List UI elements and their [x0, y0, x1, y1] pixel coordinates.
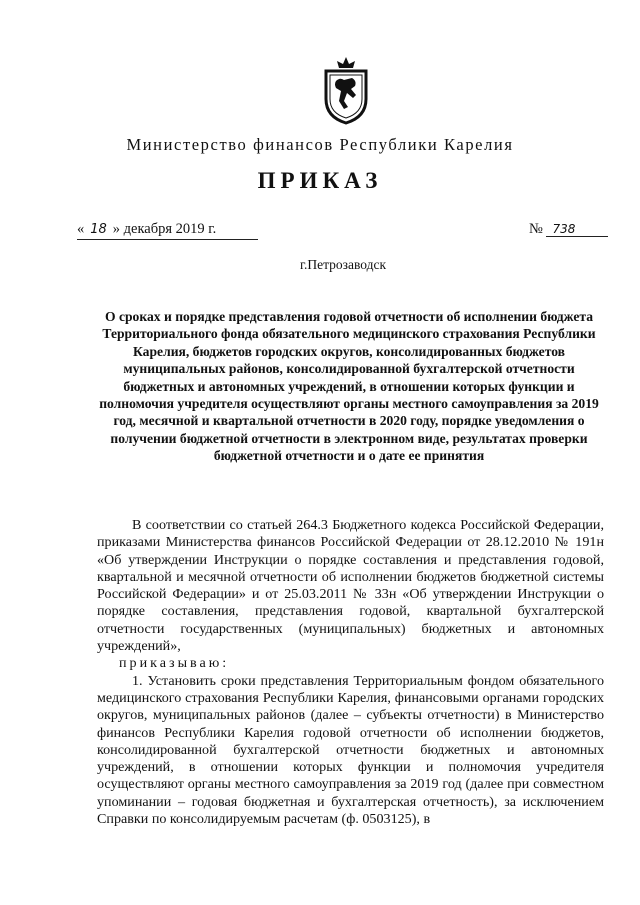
coat-of-arms-karelia: [322, 55, 370, 125]
date-month-year: » декабря 2019 г.: [112, 221, 217, 237]
preamble-paragraph: В соответствии со статьей 264.3 Бюджетного кодекса Российской Федерации, приказами Министерства финансов Российской Федерации от 28.12.2010 № 191н «Об утверждении Инструкции о порядке составления и представления годовой, квартальной и месячной отчетности об исполнении бюджетов бюджетной системы Российской Федерации» и от 25.03.2011 № 33н «Об утверждении Инструкции о порядке составления, представления годовой, квартальной бухгалтерской отчетности государственных (муниципальных) бюджетных и автономных учреждений»,: [97, 517, 604, 655]
order-heading: О сроках и порядке представления годовой отчетности об исполнении бюджета Территориального фонда обязательного медицинского страхования Республики Карелия, бюджетов городских округов, консолидированных бюджетов муниципальных районов, консолидированной бухгалтерской отчетности бюджетных и автономных учреждений, в отношении которых функции и полномочия учредителя осуществляют органы местного самоуправления за 2019 год, месячной и квартальной отчетности в 2020 году, порядке уведомления о получении бюджетной отчетности в электронном виде, результатах проверки бюджетной отчетности и о дате ее принятия: [99, 309, 599, 464]
order-body: [97, 517, 604, 828]
order-word: приказываю:: [119, 655, 230, 672]
order-date: [77, 221, 258, 240]
date-day: 18: [90, 222, 107, 237]
order-number: [529, 221, 609, 238]
number-value: 738: [546, 222, 608, 237]
document-title: ПРИКАЗ: [257, 168, 383, 193]
city: г.Петрозаводск: [299, 257, 387, 272]
date-open-quote: «: [77, 221, 85, 237]
ministry-name: Министерство финансов Республики Карелия: [126, 135, 514, 154]
number-label: №: [529, 221, 543, 237]
item-1-paragraph: 1. Установить сроки представления Территориальным фондом обязательного медицинского страхования Республики Карелия, финансовыми органами городских округов, муниципальных районов (далее – субъекты отчетности) в Министерство финансов Республики Карелия годовой отчетности об исполнении бюджетов, консолидированной бухгалтерской отчетности бюджетных и автономных учреждений, в отношении которых функции и полномочия учредителя осуществляют органы местного самоуправления за 2019 год (далее при совместном упоминании – годовая бюджетная и бухгалтерская отчетность), за исключением Справки по консолидируемым расчетам (ф. 0503125), в: [97, 672, 604, 828]
